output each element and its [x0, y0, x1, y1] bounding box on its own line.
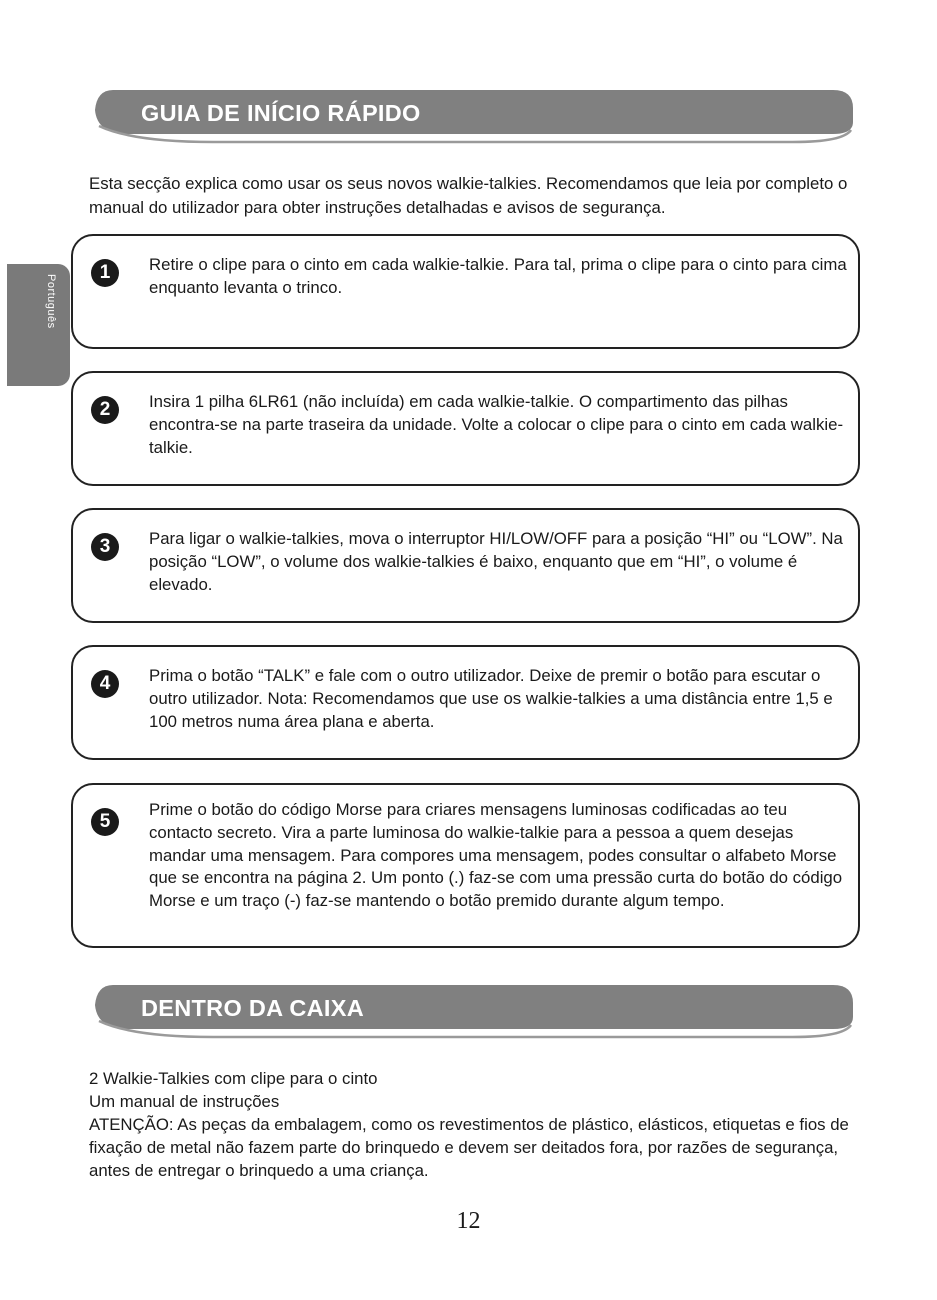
step-text: Retire o clipe para o cinto em cada walkie-talkie. Para tal, prima o clipe para o cinto para cima enquanto levanta o trinco. — [149, 255, 847, 297]
step-box-5 — [71, 783, 860, 948]
step-box-2 — [71, 371, 860, 486]
box-item: Um manual de instruções — [89, 1092, 280, 1111]
step-number: 3 — [91, 533, 119, 561]
step-number: 1 — [91, 259, 119, 287]
section-title: DENTRO DA CAIXA — [141, 995, 364, 1021]
step-text: Prime o botão do código Morse para criares mensagens luminosas codificadas ao teu contacto secreto. Vira a parte luminosa do walkie-talkie para a pessoa a quem desejas mandar uma mensagem. Para compores uma mensagem, podes consultar o alfabeto Morse que se encontra na página 2. Um ponto (.) faz-se com uma pressão curta do botão do código Morse e um traço (-) faz-se mantendo o botão premido durante algum tempo. — [149, 800, 843, 911]
step-text: Insira 1 pilha 6LR61 (não incluída) em cada walkie-talkie. O compartimento das pilhas encontra-se na parte traseira da unidade. Volte a colocar o clipe para o cinto em cada walkie-talkie. — [149, 392, 844, 457]
step-text: Prima o botão “TALK” e fale com o outro utilizador. Deixe de premir o botão para escutar o outro utilizador. Nota: Recomendamos que use os walkie-talkies a uma distância entre 1,5 e 100 metros numa área plana e aberta. — [149, 666, 833, 731]
step-box-1 — [71, 234, 860, 349]
language-label: Português — [45, 274, 57, 329]
language-tab — [7, 264, 70, 386]
step-box-3 — [71, 508, 860, 623]
section-banner-quick-start — [93, 88, 855, 150]
step-number: 2 — [91, 396, 119, 424]
step-number: 4 — [91, 670, 119, 698]
step-text: Para ligar o walkie-talkies, mova o interruptor HI/LOW/OFF para a posição “HI” ou “LOW”. Na posição “LOW”, o volume dos walkie-talkies é baixo, enquanto que em “HI”, o volume é elevado. — [149, 529, 843, 594]
warning-text: ATENÇÃO: As peças da embalagem, como os revestimentos de plástico, elásticos, etiquetas e fios de fixação de metal não fazem parte do brinquedo e devem ser deitados fora, por razões de segurança, antes de entregar o brinquedo a uma criança. — [89, 1115, 849, 1180]
box-item: 2 Walkie-Talkies com clipe para o cinto — [89, 1069, 378, 1088]
step-box-4 — [71, 645, 860, 760]
intro-paragraph: Esta secção explica como usar os seus novos walkie-talkies. Recomendamos que leia por completo o manual do utilizador para obter instruções detalhadas e avisos de segurança. — [89, 174, 848, 217]
section-banner-in-box — [93, 983, 855, 1045]
section-title: GUIA DE INÍCIO RÁPIDO — [141, 100, 421, 126]
page-number: 12 — [456, 1208, 481, 1234]
step-number: 5 — [91, 808, 119, 836]
box-contents — [89, 1067, 849, 1182]
